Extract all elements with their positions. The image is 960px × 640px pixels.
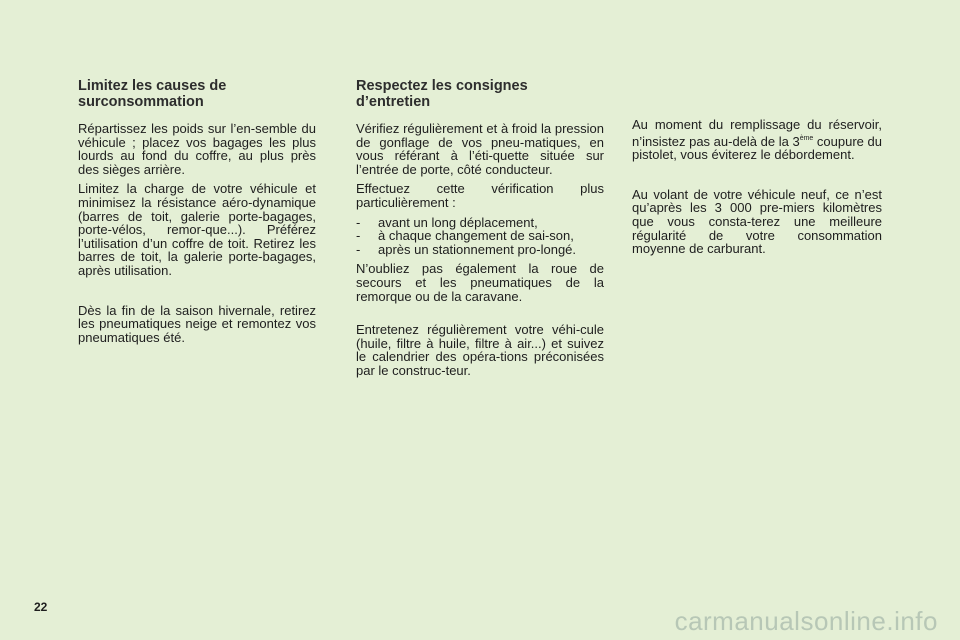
paragraph-new-vehicle: Au volant de votre véhicule neuf, ce n’est qu’après les 3 000 pre-miers kilomètres que vous consta-terez une meilleure régularité de votre consommation moyenne de carburant.: [632, 186, 882, 257]
paragraph-winter-tyres: Dès la fin de la saison hivernale, retirez les pneumatiques neige et remontez vos pneumatiques été.: [78, 302, 316, 345]
list-item: - avant un long déplacement,: [356, 216, 604, 230]
paragraph-refuelling: Au moment du remplissage du réservoir, n’insistez pas au-delà de la 3ème coupure du pistolet, vous éviterez le débordement.: [632, 117, 882, 163]
paragraph-spare-wheel: N’oubliez pas également la roue de secours et les pneumatiques de la remorque ou de la caravane.: [356, 261, 604, 304]
section-title-consumption: Limitez les causes de surconsommation: [78, 78, 227, 110]
list-item: - après un stationnement pro-longé.: [356, 243, 604, 257]
paragraph-tyre-pressure: Vérifiez régulièrement et à froid la pression de gonflage de vos pneu-matiques, en vous référant à l’éti-quette située sur l’entrée de porte, côté conducteur.: [356, 121, 604, 177]
list-item: - à chaque changement de sai-son,: [356, 229, 604, 243]
paragraph-weight-distribution: Répartissez les poids sur l’en-semble du véhicule ; placez vos bagages les plus lourds au fond du coffre, au plus près des sièges arrière.: [78, 121, 316, 177]
page-number: 22: [34, 600, 48, 614]
check-list: [356, 216, 604, 257]
column-middle: [356, 78, 604, 384]
column-right: [632, 118, 882, 262]
column-left: [78, 78, 316, 350]
paragraph-servicing: Entretenez régulièrement votre véhi-cule (huile, filtre à huile, filtre à air...) et suivez le calendrier des opéra-tions préconisées par le construc-teur.: [356, 322, 604, 378]
section-title-maintenance: Respectez les consignes d’entretien: [356, 78, 528, 110]
paragraph-check-when: Effectuez cette vérification plus particulièrement :: [356, 181, 604, 210]
paragraph-load-aerodynamics: Limitez la charge de votre véhicule et minimisez la résistance aéro-dynamique (barres de toit, galerie porte-bagages, porte-vélos, remor-que...). Préférez l’utilisation d’un coffre de toit. Retirez les barres de toit, la galerie porte-bagages, après utilisation.: [78, 181, 316, 278]
watermark: carmanualsonline.info: [674, 606, 938, 636]
